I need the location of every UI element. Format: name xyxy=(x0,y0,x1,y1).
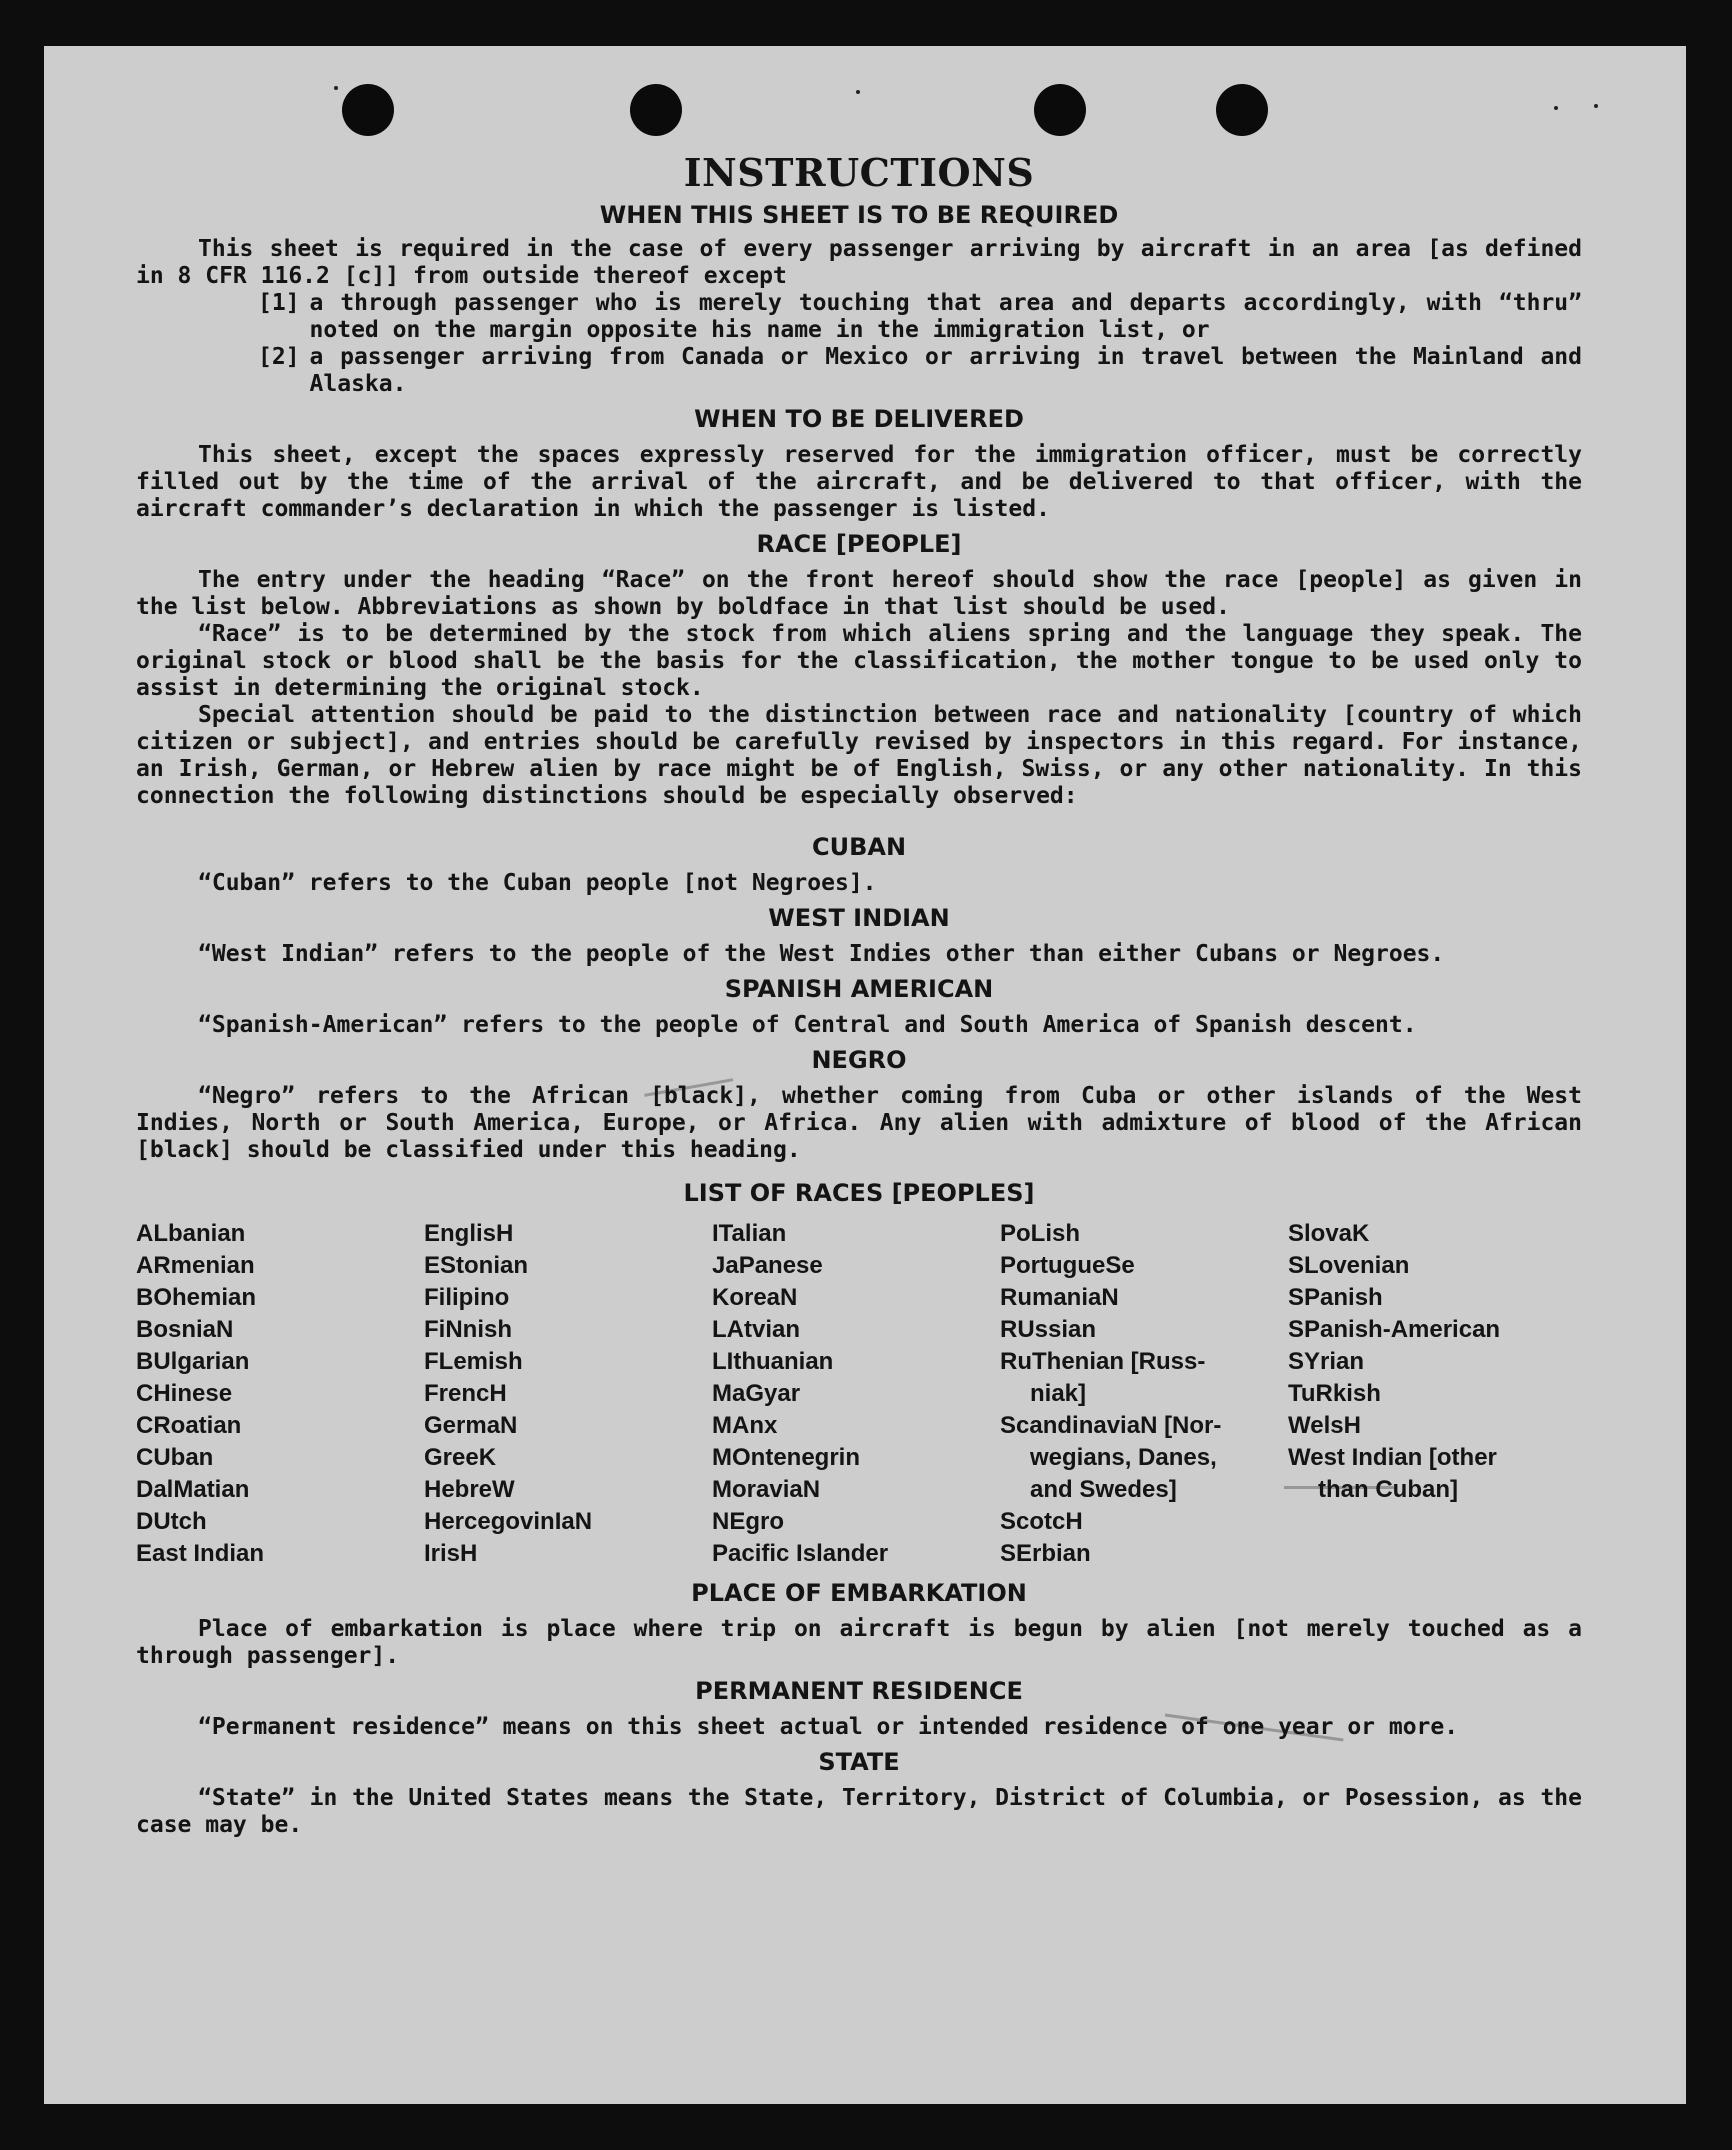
race-entry: PortugueSe xyxy=(1000,1252,1135,1279)
race-entry: GreeK xyxy=(424,1444,497,1471)
race-entry-continued: and Swedes] xyxy=(1030,1476,1177,1503)
race-entry: ScandinaviaN [Nor- xyxy=(1000,1412,1222,1439)
permanent-residence-text: “Permanent residence” means on this sheet actual or intended residence of one year or more. xyxy=(198,1714,1459,1740)
race-entry: KoreaN xyxy=(712,1284,798,1311)
race-entry: SPanish-American xyxy=(1288,1316,1501,1343)
punch-hole xyxy=(1034,84,1086,136)
heading-spanish-american: SPANISH AMERICAN xyxy=(724,975,994,1003)
race-entry: BosniaN xyxy=(136,1316,234,1343)
page-title: INSTRUCTIONS xyxy=(683,150,1035,195)
race-entry: CRoatian xyxy=(136,1412,242,1439)
race-entry-continued: than Cuban] xyxy=(1318,1476,1458,1503)
cuban-text: “Cuban” refers to the Cuban people [not Negroes]. xyxy=(198,870,877,896)
race-entry: CHinese xyxy=(136,1380,233,1407)
race-entry: MAnx xyxy=(712,1412,778,1439)
heading-race: RACE [PEOPLE] xyxy=(756,530,962,558)
speck xyxy=(1594,104,1598,108)
race-entry: MaGyar xyxy=(712,1380,801,1407)
item-text: a through passenger who is merely touching that area and departs accordingly, with “thru” noted on the margin opposite his name in the immigration list, or xyxy=(309,290,1582,343)
race-entry: Filipino xyxy=(424,1284,510,1311)
race-entry: FLemish xyxy=(424,1348,523,1375)
race-entry: ALbanian xyxy=(136,1220,246,1247)
heading-state: STATE xyxy=(818,1748,900,1776)
punch-hole xyxy=(630,84,682,136)
heading-cuban: CUBAN xyxy=(811,833,907,861)
west-indian-text: “West Indian” refers to the people of the West Indies other than either Cubans or Negroes. xyxy=(198,941,1445,967)
heading-when-delivered: WHEN TO BE DELIVERED xyxy=(694,405,1024,433)
race-entry: HebreW xyxy=(424,1476,515,1503)
race-entry: SErbian xyxy=(1000,1540,1091,1567)
race-entry: GermaN xyxy=(424,1412,518,1439)
speck xyxy=(856,90,860,94)
punch-hole xyxy=(342,84,394,136)
race-entry: TuRkish xyxy=(1288,1380,1381,1407)
heading-list-of-races: LIST OF RACES [PEOPLES] xyxy=(683,1179,1035,1207)
race-entry: SPanish xyxy=(1288,1284,1383,1311)
punch-hole xyxy=(1216,84,1268,136)
heading-west-indian: WEST INDIAN xyxy=(768,904,950,932)
races-column xyxy=(136,1218,424,1570)
races-column xyxy=(1288,1218,1582,1570)
races-column xyxy=(1000,1218,1288,1570)
race-entry: JaPanese xyxy=(712,1252,823,1279)
item-number: [1] xyxy=(258,290,300,316)
race-entry-continued: wegians, Danes, xyxy=(1030,1444,1217,1471)
race-entry: CUban xyxy=(136,1444,214,1471)
heading-when-required: WHEN THIS SHEET IS TO BE REQUIRED xyxy=(599,201,1119,229)
embarkation-text: Place of embarkation is place where trip on aircraft is begun by alien [not merely touched as a through passenger]. xyxy=(136,1616,1582,1669)
speck xyxy=(1554,106,1558,110)
race-entry: DUtch xyxy=(136,1508,207,1535)
race-entry-continued: niak] xyxy=(1030,1380,1087,1407)
heading-negro: NEGRO xyxy=(811,1046,907,1074)
state-text: “State” in the United States means the State, Territory, District of Columbia, or Posession, as the case may be. xyxy=(136,1785,1582,1838)
heading-permanent-residence: PERMANENT RESIDENCE xyxy=(695,1677,1023,1705)
race-entry: HercegovinIaN xyxy=(424,1508,593,1535)
race-entry: DalMatian xyxy=(136,1476,250,1503)
race-paragraph-2: “Race” is to be determined by the stock from which aliens spring and the language they speak. The original stock or blood shall be the basis for the classification, the mother tongue to be used only to assist in determining the original stock. xyxy=(136,621,1582,701)
races-column xyxy=(424,1218,712,1570)
when-delivered-text: This sheet, except the spaces expressly reserved for the immigration officer, must be correctly filled out by the time of the arrival of the aircraft, and be delivered to that officer, with the aircraft commander’s declaration in which the passenger is listed. xyxy=(136,442,1582,522)
heading-embarkation: PLACE OF EMBARKATION xyxy=(691,1579,1027,1607)
instructions-content xyxy=(136,150,1582,1839)
speck xyxy=(334,86,338,90)
race-entry: LIthuanian xyxy=(712,1348,834,1375)
item-text: a passenger arriving from Canada or Mexico or arriving in travel between the Mainland and Alaska. xyxy=(309,344,1582,397)
negro-text: “Negro” refers to the African [black], whether coming from Cuba or other islands of the West Indies, North or South America, Europe, or Africa. Any alien with admixture of blood of the African [black] should be classified under this heading. xyxy=(136,1083,1582,1163)
race-paragraph-3: Special attention should be paid to the distinction between race and nationality [country of which citizen or subject], and entries should be carefully revised by inspectors in this regard. For instance, an Irish, German, or Hebrew alien by race might be of English, Swiss, or any other nationality. In this connection the following distinctions should be especially observed: xyxy=(136,702,1582,809)
race-entry: SLovenian xyxy=(1288,1252,1410,1279)
race-entry: SlovaK xyxy=(1288,1220,1370,1247)
exception-item xyxy=(136,344,1582,398)
race-entry: EStonian xyxy=(424,1252,529,1279)
when-required-intro: This sheet is required in the case of every passenger arriving by aircraft in an area [as defined in 8 CFR 116.2 [c]] from outside thereof except xyxy=(136,236,1582,289)
spanish-american-text: “Spanish-American” refers to the people of Central and South America of Spanish descent. xyxy=(198,1012,1417,1038)
race-entry: MoraviaN xyxy=(712,1476,821,1503)
race-entry: RUssian xyxy=(1000,1316,1097,1343)
race-entry: West Indian [other xyxy=(1288,1444,1497,1471)
race-entry: East Indian xyxy=(136,1540,265,1567)
race-entry: FiNnish xyxy=(424,1316,512,1343)
race-entry: LAtvian xyxy=(712,1316,801,1343)
race-paragraph-1: The entry under the heading “Race” on the front hereof should show the race [people] as given in the list below. Abbreviations as shown by boldface in that list should be used. xyxy=(136,567,1582,620)
race-entry: PoLish xyxy=(1000,1220,1081,1247)
exception-item xyxy=(136,290,1582,344)
race-entry: RumaniaN xyxy=(1000,1284,1119,1311)
race-entry: IrisH xyxy=(424,1540,478,1567)
race-entry: EnglisH xyxy=(424,1220,514,1247)
race-entry: ITalian xyxy=(712,1220,787,1247)
item-number: [2] xyxy=(258,344,300,370)
race-entry: MOntenegrin xyxy=(712,1444,860,1471)
race-entry: SYrian xyxy=(1288,1348,1365,1375)
race-entry: WelsH xyxy=(1288,1412,1361,1439)
race-entry: ScotcH xyxy=(1000,1508,1083,1535)
races-column xyxy=(712,1218,1000,1570)
races-table xyxy=(136,1218,1582,1570)
race-entry: RuThenian [Russ- xyxy=(1000,1348,1206,1375)
race-entry: BUlgarian xyxy=(136,1348,250,1375)
race-entry: ARmenian xyxy=(136,1252,255,1279)
race-entry: FrencH xyxy=(424,1380,507,1407)
race-entry: Pacific Islander xyxy=(712,1540,889,1567)
race-entry: NEgro xyxy=(712,1508,784,1535)
race-entry: BOhemian xyxy=(136,1284,257,1311)
